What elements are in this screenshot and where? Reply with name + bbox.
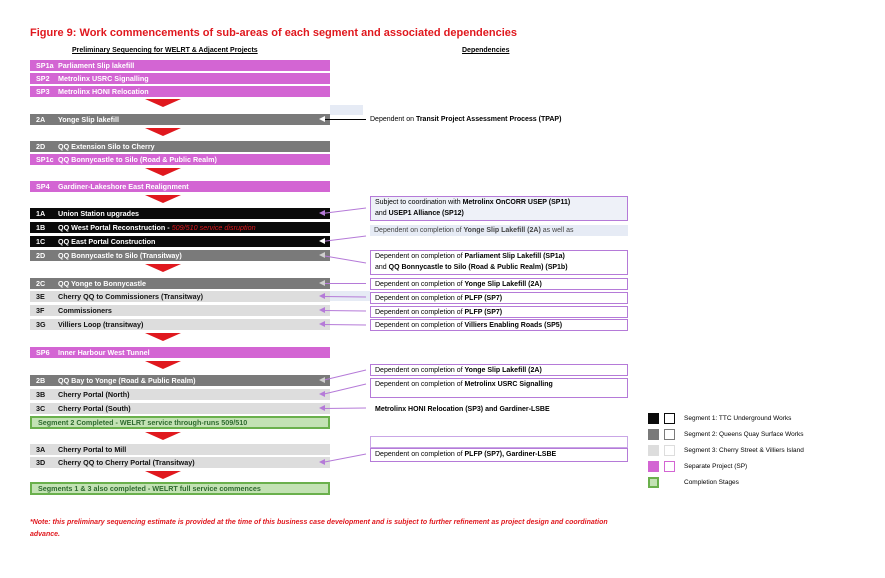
dependency-arrow-icon: [319, 252, 325, 258]
dependency-arrow-icon: [319, 405, 325, 411]
right-column-header: Dependencies: [462, 47, 510, 54]
bar-2a: 2A Yonge Slip lakefill: [30, 114, 330, 125]
dependency-1c: Dependent on completion of Yonge Slip Lakefill (2A) as well as: [370, 225, 628, 236]
bar-3c: 3C Cherry Portal (South): [30, 403, 330, 414]
bar-sp6: SP6 Inner Harbour West Tunnel: [30, 347, 330, 358]
dependency-3f: Dependent on completion of PLFP (SP7): [370, 306, 628, 318]
bar-sp2: SP2 Metrolinx USRC Signalling: [30, 73, 330, 84]
bar-1a: 1A Union Station upgrades: [30, 208, 330, 219]
legend-label-completion: Completion Stages: [684, 479, 739, 486]
dependency-2d: Dependent on completion of Parliament Slip Lakefill (SP1a) and QQ Bonnycastle to Silo (Road & Public Realm) (SP1b): [370, 250, 628, 275]
dependency-3g: Dependent on completion of Villiers Enabling Roads (SP5): [370, 319, 628, 331]
dependency-2b: Dependent on completion of Yonge Slip Lakefill (2A): [370, 364, 628, 376]
dependency-3c: Metrolinx HONI Relocation (SP3) and Gardiner-LSBE: [375, 406, 550, 413]
bar-sp1c: SP1c QQ Bonnycastle to Silo (Road & Public Realm): [30, 154, 330, 165]
dependency-spacer-box: [370, 436, 628, 448]
bar-2b: 2B QQ Bay to Yonge (Road & Public Realm): [30, 375, 330, 386]
bar-3a: 3A Cherry Portal to Mill: [30, 444, 330, 455]
dependency-2a: Dependent on Transit Project Assessment Process (TPAP): [370, 116, 562, 123]
dependency-3e: Dependent on completion of PLFP (SP7): [370, 292, 628, 304]
bar-3f: 3F Commissioners: [30, 305, 330, 316]
legend-swatch-completion: [648, 477, 659, 488]
dependency-arrow-icon: [319, 116, 325, 122]
legend-swatch-separate-project-outline: [664, 461, 675, 472]
legend-swatch-segment-1-outline: [664, 413, 675, 424]
bar-sp3: SP3 Metrolinx HONI Relocation: [30, 86, 330, 97]
legend-label-segment-3: Segment 3: Cherry Street & Villiers Island: [684, 447, 804, 454]
bar-segments-1-3-completed: Segments 1 & 3 also completed - WELRT full service commences: [30, 482, 330, 495]
figure-title: Figure 9: Work commencements of sub-areas of each segment and associated dependencies: [30, 27, 518, 39]
bar-segment-2-completed: Segment 2 Completed - WELRT service through-runs 509/510: [30, 416, 330, 429]
dependency-arrow-icon: [319, 238, 325, 244]
dependency-2c: Dependent on completion of Yonge Slip Lakefill (2A): [370, 278, 628, 290]
dependency-1a: Subject to coordination with Metrolinx OnCORR USEP (SP11) and USEP1 Alliance (SP12): [370, 196, 628, 221]
dependency-3b: Dependent on completion of Metrolinx USRC Signalling: [370, 378, 628, 398]
bar-3g: 3G Villiers Loop (transitway): [30, 319, 330, 330]
legend-label-segment-2: Segment 2: Queens Quay Surface Works: [684, 431, 804, 438]
bar-sp4: SP4 Gardiner-Lakeshore East Realignment: [30, 181, 330, 192]
bar-2c: 2C QQ Yonge to Bonnycastle: [30, 278, 330, 289]
dependency-3d: Dependent on completion of PLFP (SP7), Gardiner-LSBE: [370, 448, 628, 462]
bar-1b: 1B QQ West Portal Reconstruction - 509/510 service disruption: [30, 222, 330, 233]
bar-2d-transitway: 2D QQ Bonnycastle to Silo (Transitway): [30, 250, 330, 261]
dependency-arrow-icon: [319, 307, 325, 313]
bar-3b: 3B Cherry Portal (North): [30, 389, 330, 400]
dependency-arrow-icon: [319, 210, 325, 216]
bar-sp1a: SP1a Parliament Slip lakefill: [30, 60, 330, 71]
dependency-arrow-icon: [319, 321, 325, 327]
legend-swatch-segment-3-outline: [664, 445, 675, 456]
dependency-arrow-icon: [319, 459, 325, 465]
legend-swatch-segment-1: [648, 413, 659, 424]
left-column-header: Preliminary Sequencing for WELRT & Adjacent Projects: [72, 47, 258, 54]
bar-2d-extension: 2D QQ Extension Silo to Cherry: [30, 141, 330, 152]
footnote: *Note: this preliminary sequencing estimate is provided at the time of this business case development and is subject to further refinement as project design and coordination advance.: [30, 519, 608, 538]
legend-swatch-segment-3: [648, 445, 659, 456]
bar-1c: 1C QQ East Portal Construction: [30, 236, 330, 247]
legend-label-segment-1: Segment 1: TTC Underground Works: [684, 415, 792, 422]
legend-label-separate-project: Separate Project (SP): [684, 463, 748, 470]
bar-3d: 3D Cherry QQ to Cherry Portal (Transitway): [30, 457, 330, 468]
legend-swatch-separate-project: [648, 461, 659, 472]
legend-swatch-segment-2: [648, 429, 659, 440]
dependency-arrow-icon: [319, 391, 325, 397]
bar-3e: 3E Cherry QQ to Commissioners (Transitway): [30, 291, 330, 302]
dependency-arrow-icon: [319, 293, 325, 299]
dependency-arrow-icon: [319, 377, 325, 383]
legend-swatch-segment-2-outline: [664, 429, 675, 440]
dependency-arrow-icon: [319, 280, 325, 286]
